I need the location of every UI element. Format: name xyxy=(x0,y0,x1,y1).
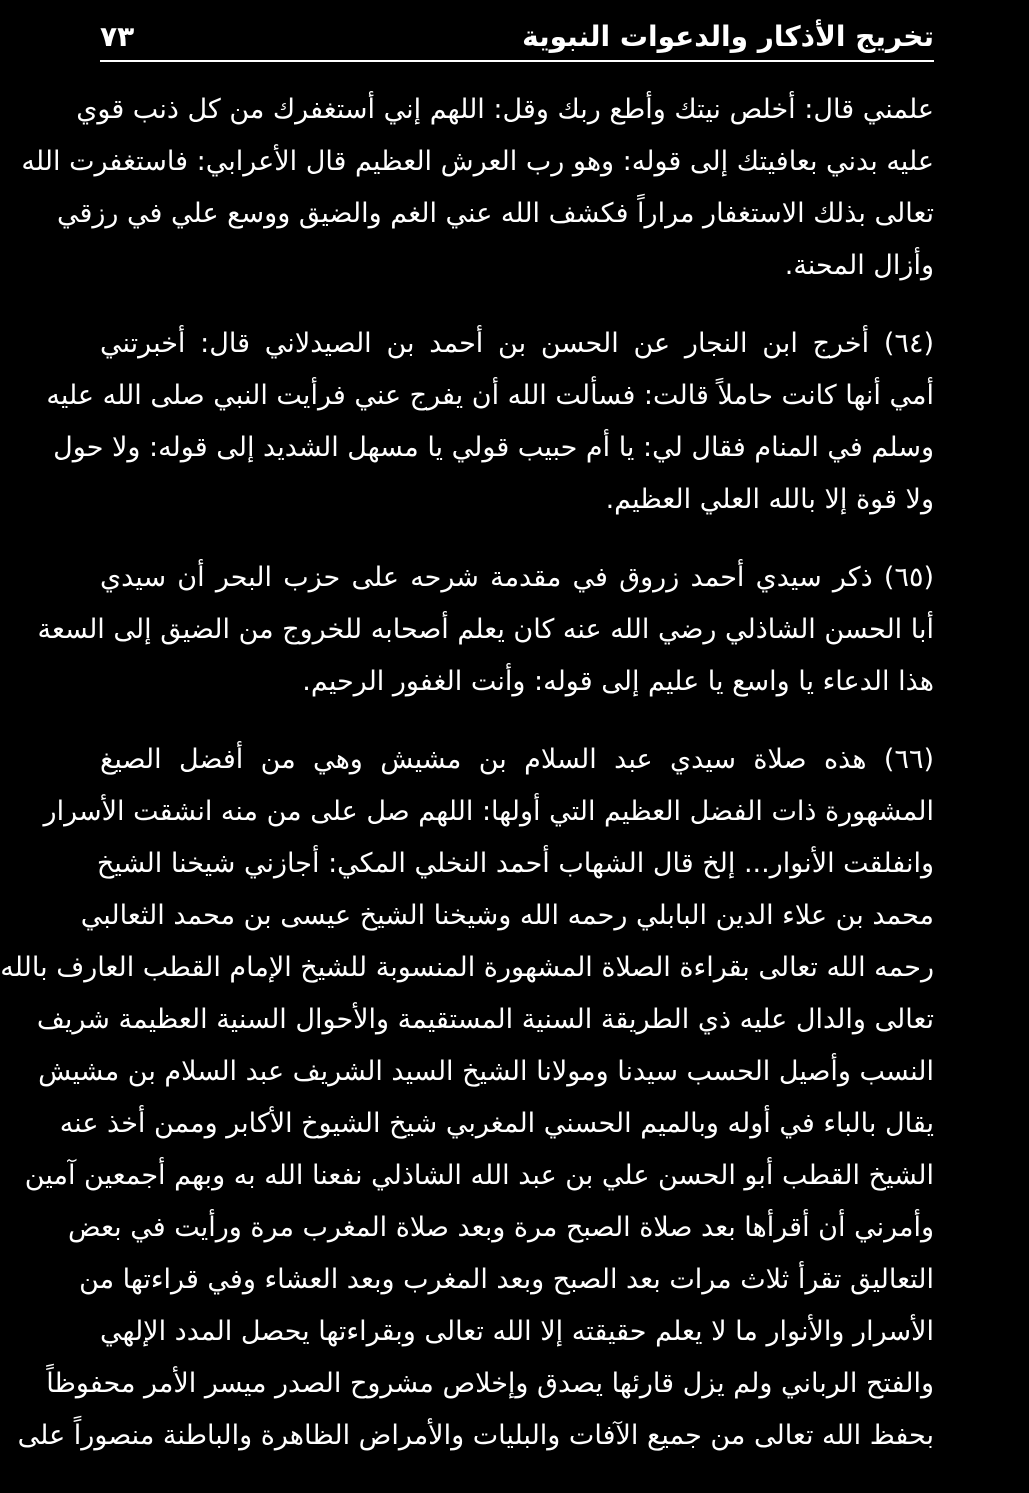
text-line: تعالى والدال عليه ذي الطريقة السنية المستقيمة والأحوال السنية العظيمة شريف xyxy=(36,1004,934,1035)
text-line: والفتح الرباني ولم يزل قارئها يصدق وإخلاص مشروح الصدر ميسر الأمر محفوظاً xyxy=(46,1368,934,1399)
page-header xyxy=(100,16,934,62)
text-line: الشيخ القطب أبو الحسن علي بن عبد الله الشاذلي نفعنا الله به وبهم أجمعين آمين xyxy=(24,1160,934,1191)
text-line: رحمه الله تعالى بقراءة الصلاة المشهورة المنسوبة للشيخ الإمام القطب العارف بالله xyxy=(0,952,934,983)
text-line: وأزال المحنة. xyxy=(784,250,934,281)
text-line: (٦٤) أخرج ابن النجار عن الحسن بن أحمد بن الصيدلاني قال: أخبرتني xyxy=(100,328,934,359)
text-line: ولا قوة إلا بالله العلي العظيم. xyxy=(605,484,934,515)
text-line: النسب وأصيل الحسب سيدنا ومولانا الشيخ السيد الشريف عبد السلام بن مشيش xyxy=(38,1056,934,1087)
page-number: ٧٣ xyxy=(100,20,135,53)
text-line: وسلم في المنام فقال لي: يا أم حبيب قولي يا مسهل الشديد إلى قوله: ولا حول xyxy=(53,432,934,463)
paragraph-64 xyxy=(46,318,934,526)
text-line: المشهورة ذات الفضل العظيم التي أولها: اللهم صل على من منه انشقت الأسرار xyxy=(43,796,934,827)
text-line: (٦٥) ذكر سيدي أحمد زروق في مقدمة شرحه على حزب البحر أن سيدي xyxy=(100,562,934,593)
text-line: وانفلقت الأنوار... إلخ قال الشهاب أحمد النخلي المكي: أجازني شيخنا الشيخ xyxy=(96,848,934,879)
page-body xyxy=(0,84,934,1462)
text-line: تعالى بذلك الاستغفار مراراً فكشف الله عني الغم والضيق ووسع علي في رزقي xyxy=(56,198,934,229)
paragraph-66 xyxy=(0,734,934,1462)
text-line: علمني قال: أخلص نيتك وأطع ربك وقل: اللهم إني أستغفرك من كل ذنب قوي xyxy=(76,94,934,125)
text-line: أبا الحسن الشاذلي رضي الله عنه كان يعلم أصحابه للخروج من الضيق إلى السعة xyxy=(37,614,934,645)
paragraph-intro xyxy=(21,84,934,292)
text-line: هذا الدعاء يا واسع يا عليم إلى قوله: وأنت الغفور الرحيم. xyxy=(302,666,934,697)
text-line: عليه بدني بعافيتك إلى قوله: وهو رب العرش العظيم قال الأعرابي: فاستغفرت الله xyxy=(21,146,934,177)
paragraph-65 xyxy=(37,552,934,708)
text-line: وأمرني أن أقرأها بعد صلاة الصبح مرة وبعد صلاة المغرب مرة ورأيت في بعض xyxy=(68,1212,934,1243)
text-line: أمي أنها كانت حاملاً قالت: فسألت الله أن يفرج عني فرأيت النبي صلى الله عليه xyxy=(46,380,934,411)
text-line: الأسرار والأنوار ما لا يعلم حقيقته إلا الله تعالى وبقراءتها يحصل المدد الإلهي xyxy=(100,1316,934,1347)
text-line: يقال بالباء في أوله وبالميم الحسني المغربي شيخ الشيوخ الأكابر وممن أخذ عنه xyxy=(59,1108,934,1139)
running-title: تخريج الأذكار والدعوات النبوية xyxy=(522,20,934,53)
text-line: بحفظ الله تعالى من جميع الآفات والبليات والأمراض الظاهرة والباطنة منصوراً على xyxy=(17,1420,934,1451)
text-line: التعاليق تقرأ ثلاث مرات بعد الصبح وبعد المغرب وبعد العشاء وفي قراءتها من xyxy=(79,1264,934,1295)
text-line: (٦٦) هذه صلاة سيدي عبد السلام بن مشيش وهي من أفضل الصيغ xyxy=(100,744,934,775)
text-line: محمد بن علاء الدين البابلي رحمه الله وشيخنا الشيخ عيسى بن محمد الثعالبي xyxy=(80,900,934,931)
